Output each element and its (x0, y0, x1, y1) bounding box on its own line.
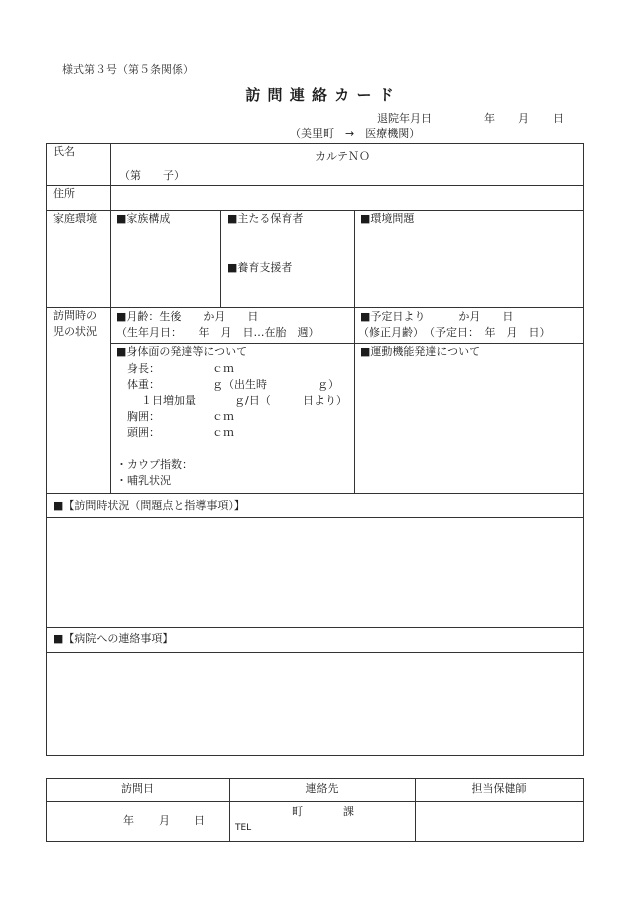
hospital-notes-heading: ■【病院への連絡事項】 (53, 632, 174, 645)
visit-date-month: 月 (159, 814, 170, 827)
row-divider (46, 627, 584, 628)
visit-date-header: 訪問日 (121, 782, 154, 795)
row-divider (46, 210, 584, 211)
row-divider (46, 517, 584, 518)
child-status-label-line1: 訪問時の (53, 309, 97, 322)
discharge-date-year: 年 (484, 112, 495, 125)
contact-tel-label: TEL (235, 823, 252, 833)
visit-date-day: 日 (194, 814, 205, 827)
name-label: 氏名 (53, 145, 75, 158)
discharge-date-month: 月 (518, 112, 529, 125)
main-table (46, 143, 584, 756)
public-health-nurse-header: 担当保健師 (471, 782, 527, 795)
weight-unit-birth: ｇ（出生時 (212, 378, 267, 391)
discharge-date-label: 退院年月日 (377, 112, 432, 125)
row-divider (46, 801, 584, 802)
motor-development-heading: ■運動機能発達について (360, 345, 481, 358)
chart-number-label: カルテＮＯ (315, 150, 370, 163)
height-label: 身長： (127, 362, 160, 375)
weight-label: 体重： (127, 378, 160, 391)
family-environment-label: 家庭環境 (53, 212, 97, 225)
head-unit: ｃｍ (212, 426, 234, 439)
primary-caregiver-heading: ■主たる保育者 (227, 212, 304, 225)
physical-development-heading: ■身体面の発達等について (116, 345, 248, 358)
height-unit: ｃｍ (212, 362, 234, 375)
kaup-index-label: ・カウプ指数： (116, 458, 193, 471)
daily-gain-unit: ｇ/日（ (234, 394, 271, 407)
support-person-heading: ■養育支援者 (227, 261, 293, 274)
column-divider (354, 210, 355, 493)
age-months-line: ■月齢：生後 か月 日 (116, 310, 259, 323)
column-divider (110, 143, 111, 493)
row-divider (46, 307, 584, 308)
row-divider (46, 185, 584, 186)
due-date-line: （修正月齢） （予定日： 年 月 日） (358, 326, 551, 339)
daily-gain-since: 日より） (303, 394, 347, 407)
birth-order-label: （第 子） (119, 169, 185, 182)
corrected-age-line: ■予定日より か月 日 (360, 310, 514, 323)
row-divider (110, 343, 584, 344)
route-note: （美里町 → 医療機関） (290, 127, 421, 140)
feeding-status-label: ・哺乳状況 (116, 474, 171, 487)
row-divider (46, 652, 584, 653)
head-label: 頭囲： (127, 426, 160, 439)
visit-situation-heading: ■【訪問時状況（問題点と指導事項）】 (53, 499, 245, 512)
column-divider (220, 210, 221, 307)
contact-header: 連絡先 (305, 782, 339, 795)
contact-town: 町 (292, 805, 303, 818)
weight-unit-close: ｇ） (317, 378, 339, 391)
row-divider (46, 493, 584, 494)
contact-section: 課 (343, 805, 354, 818)
visit-date-year: 年 (123, 814, 134, 827)
child-status-label-line2: 児の状況 (53, 325, 97, 338)
chest-label: 胸囲： (127, 410, 160, 423)
environment-issues-heading: ■環境問題 (360, 212, 415, 225)
daily-gain-label: １日増加量 (141, 394, 196, 407)
birth-date-line: （生年月日： 年 月 日…在胎 週） (116, 326, 320, 339)
chest-unit: ｃｍ (212, 410, 234, 423)
family-structure-heading: ■家族構成 (116, 212, 171, 225)
discharge-date-day: 日 (553, 112, 564, 125)
address-label: 住所 (53, 187, 75, 200)
form-number: 様式第３号（第５条関係） (62, 63, 194, 76)
page-title: 訪 問 連 絡 カ ー ド (245, 86, 395, 104)
